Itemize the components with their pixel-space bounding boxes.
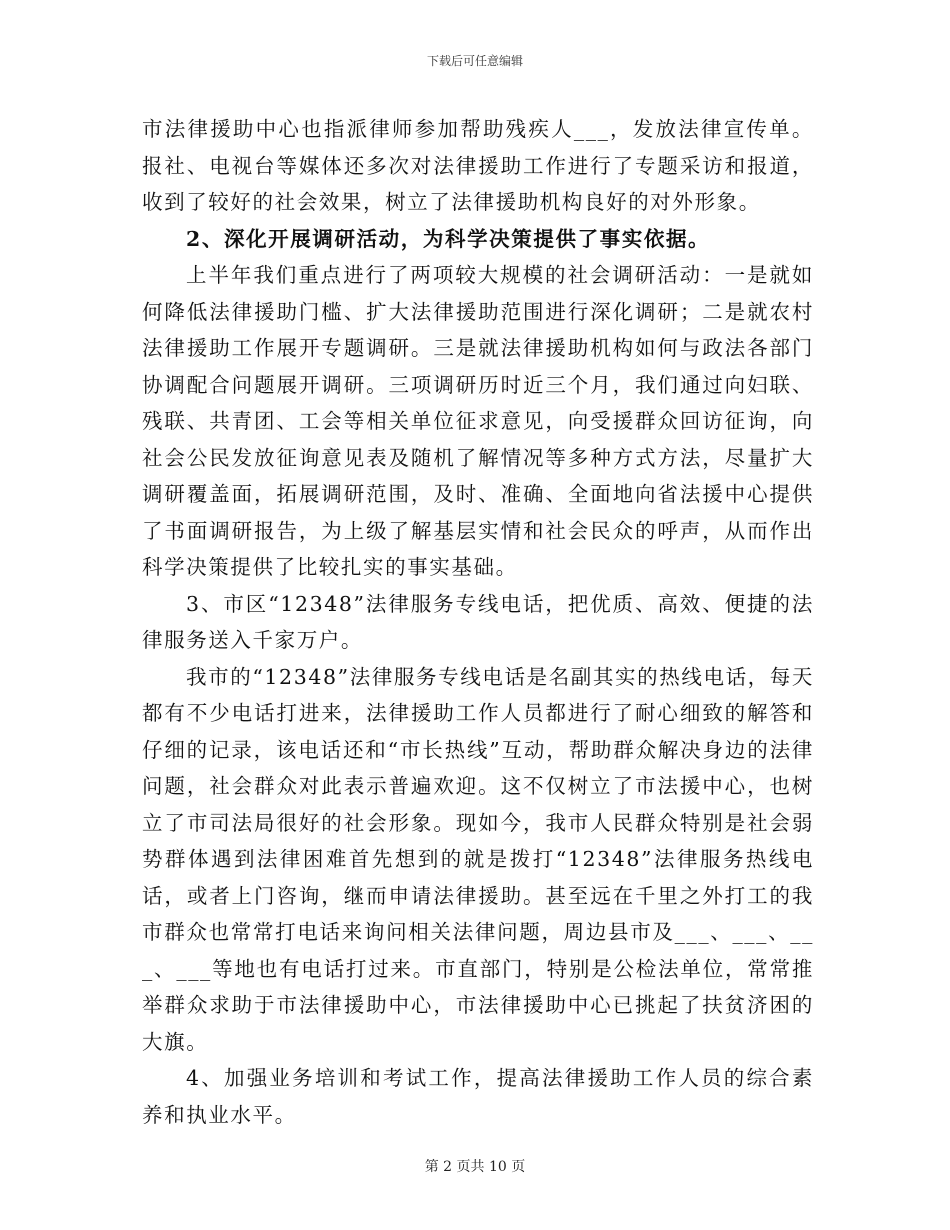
paragraph-hotline: 我市的“12348”法律服务专线电话是名副其实的热线电话，每天都有不少电话打进来，法律援助工作人员都进行了耐心细致的解答和仔细的记录，该电话还和“市长热线”互动，帮助群众解决身边的法律问题，社会群众对此表示普遍欢迎。这不仅树立了市法援中心，也树立了市司法局很好的社会形象。现如今，我市人民群众特别是社会弱势群体遇到法律困难首先想到的就是拨打“12348”法律服务热线电话，或者上门咨询，继而申请法律援助。甚至远在千里之外打工的我市群众也常常打电话来询问相关法律问题，周边县市及___、___、___、___等地也有电话打过来。市直部门，特别是公检法单位，常常推举群众求助于市法律援助中心，市法律援助中心已挑起了扶贫济困的大旗。	[142, 664, 814, 1054]
page-header: 下载后可任意编辑	[426, 54, 523, 68]
paragraph-continuation: 市法律援助中心也指派律师参加帮助残疾人___，发放法律宣传单。报社、电视台等媒体还多次对法律援助工作进行了专题采访和报道，收到了较好的社会效果，树立了法律援助机构良好的对外形象。	[142, 117, 814, 214]
paragraph-research: 上半年我们重点进行了两项较大规模的社会调研活动：一是就如何降低法律援助门槛、扩大法律援助范围进行深化调研；二是就农村法律援助工作展开专题调研。三是就法律援助机构如何与政法各部门协调配合问题展开调研。三项调研历时近三个月，我们通过向妇联、残联、共青团、工会等相关单位征求意见，向受援群众回访征询，向社会公民发放征询意见表及随机了解情况等多种方式方法，尽量扩大调研覆盖面，拓展调研范围，及时、准确、全面地向省法援中心提供了书面调研报告，为上级了解基层实情和社会民众的呼声，从而作出科学决策提供了比较扎实的事实基础。	[142, 263, 814, 579]
section-heading-4: 4、加强业务培训和考试工作，提高法律援助工作人员的综合素养和执业水平。	[142, 1066, 814, 1127]
section-heading-3: 3、市区“12348”法律服务专线电话，把优质、高效、便捷的法律服务送入千家万户。	[142, 591, 814, 652]
document-body	[142, 111, 814, 1133]
section-heading-2: 2、深化开展调研活动，为科学决策提供了事实依据。	[186, 226, 711, 251]
page-number-footer: 第 2 页共 10 页	[424, 1159, 526, 1175]
